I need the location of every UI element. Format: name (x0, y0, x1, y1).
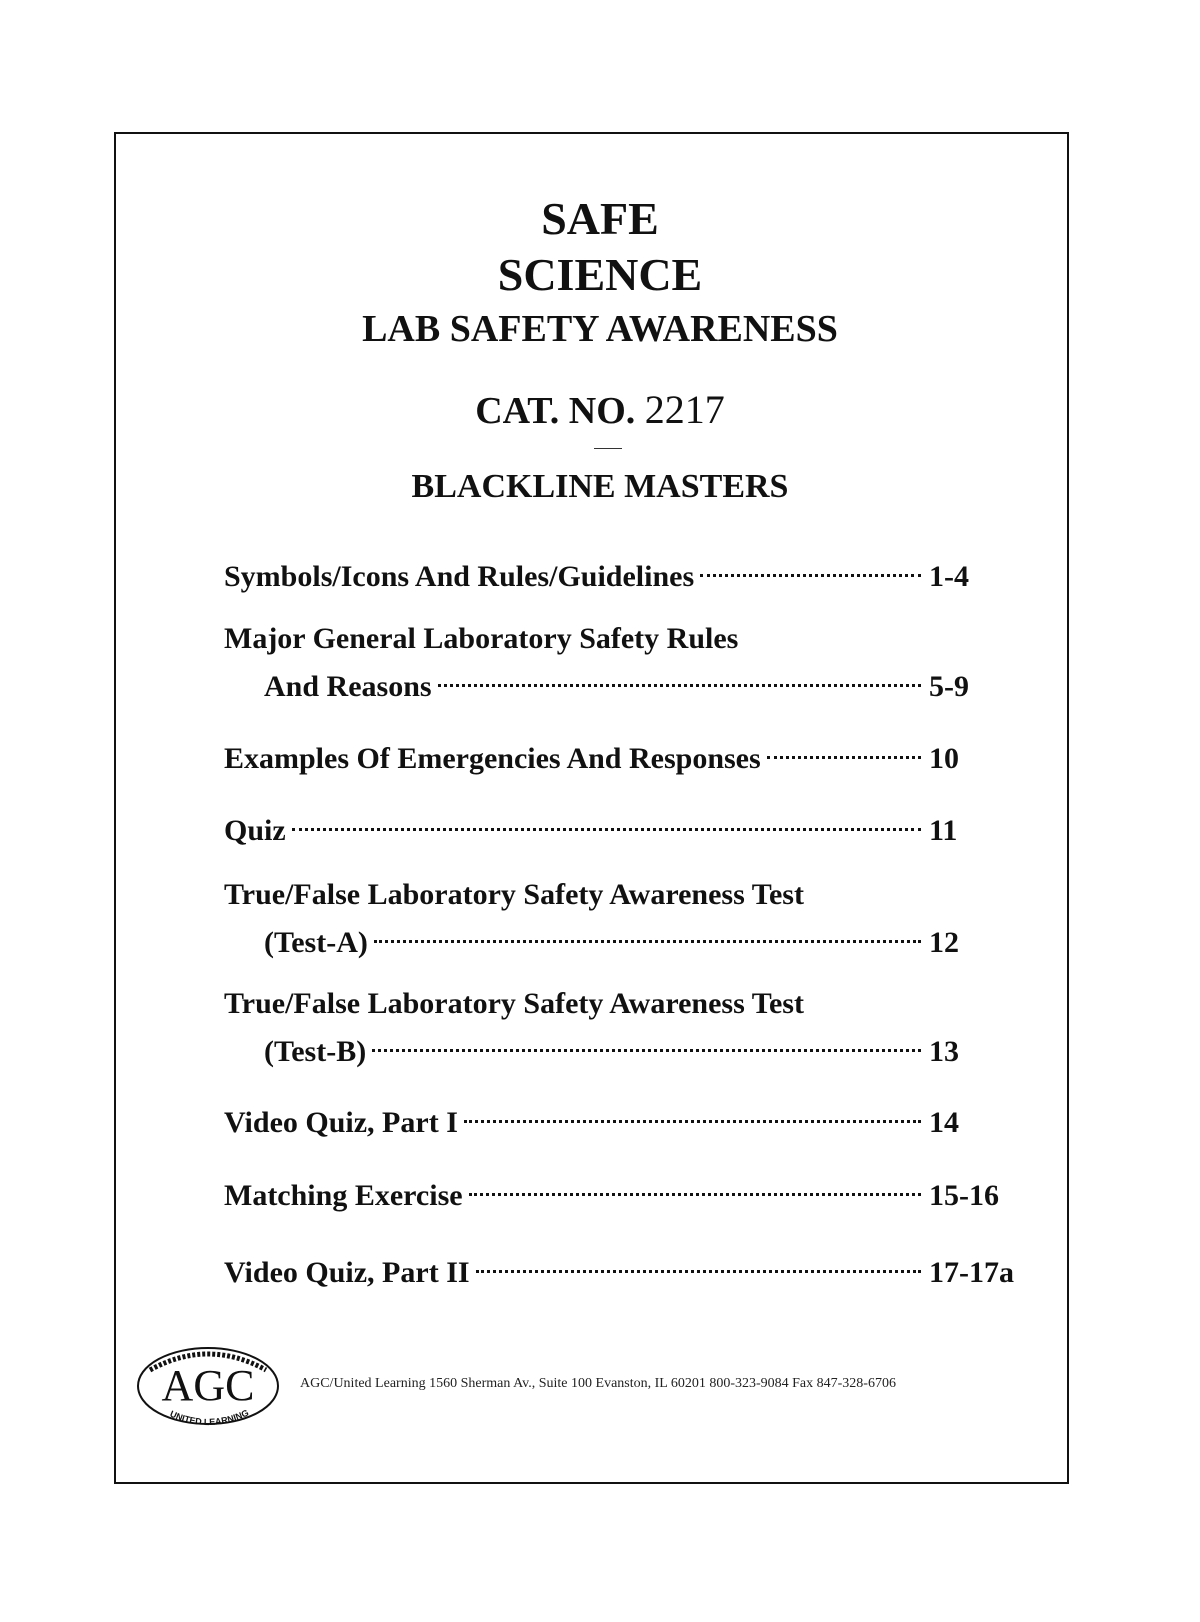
divider (594, 448, 622, 449)
footer (114, 1340, 1069, 1440)
toc-page-number: 1-4 (929, 560, 969, 593)
toc-entry-title: Video Quiz, Part I (224, 1106, 458, 1139)
toc-page-number: 13 (929, 1035, 959, 1068)
toc-entry[interactable] (224, 876, 1024, 959)
title-line-safe: SAFE (541, 193, 659, 244)
toc-page-number: 12 (929, 926, 959, 959)
toc-entry[interactable] (224, 1094, 1024, 1139)
section-heading: BLACKLINE MASTERS (411, 468, 789, 505)
dot-leader (767, 730, 921, 768)
agc-logo-graphic (128, 1340, 288, 1440)
toc-entry[interactable] (224, 548, 1024, 593)
toc-entry-title-cont: And Reasons (264, 670, 432, 703)
toc-entry-title: Examples Of Emergencies And Responses (224, 742, 761, 775)
catalog-value: 2217 (644, 387, 725, 432)
toc-entry-title: True/False Laboratory Safety Awareness Test (224, 878, 804, 911)
dot-leader (700, 548, 921, 586)
toc-page-number: 17-17a (929, 1256, 1014, 1289)
toc-entry-title: Video Quiz, Part II (224, 1256, 470, 1289)
dot-leader (438, 658, 921, 696)
agc-logo (128, 1340, 288, 1440)
toc-page-number: 10 (929, 742, 959, 775)
toc-entry-title: Symbols/Icons And Rules/Guidelines (224, 560, 695, 593)
toc-entry[interactable] (224, 1167, 1024, 1212)
toc-entry-title: Quiz (224, 814, 286, 847)
catalog-prefix: CAT. NO. (475, 390, 636, 432)
toc-entry-title-cont: (Test-A) (264, 926, 368, 959)
dot-leader (292, 802, 921, 840)
logo-text: AGC (161, 1361, 255, 1410)
svg-text:UNITED LEARNING (168, 1408, 250, 1428)
dot-leader (469, 1167, 921, 1205)
dot-leader (374, 914, 921, 952)
catalog-number (0, 387, 1200, 432)
toc-entry[interactable] (224, 730, 1024, 775)
toc-entry[interactable] (224, 985, 1024, 1068)
toc-page-number: 14 (929, 1106, 959, 1139)
toc-entry-title: True/False Laboratory Safety Awareness Test (224, 987, 804, 1020)
toc-entry-title: Matching Exercise (224, 1179, 463, 1212)
logo-arc-text: UNITED LEARNING (168, 1407, 251, 1428)
toc-page-number: 15-16 (929, 1179, 999, 1212)
publisher-address: AGC/United Learning 1560 Sherman Av., Suite 100 Evanston, IL 60201 800-323-9084 Fax 847-328-6706 (300, 1376, 896, 1391)
dot-leader (372, 1023, 921, 1061)
toc-entry-title-cont: (Test-B) (264, 1035, 367, 1068)
toc-entry[interactable] (224, 802, 1024, 847)
title-line-science: SCIENCE (497, 249, 703, 300)
dot-leader (464, 1094, 921, 1132)
toc-entry-title: Major General Laboratory Safety Rules (224, 622, 739, 655)
toc-page-number: 11 (929, 814, 958, 847)
toc-page-number: 5-9 (929, 670, 969, 703)
dot-leader (476, 1244, 921, 1282)
subtitle-lab-safety: LAB SAFETY AWARENESS (362, 308, 838, 350)
toc-entry[interactable] (224, 620, 1024, 703)
toc-entry[interactable] (224, 1244, 1024, 1289)
